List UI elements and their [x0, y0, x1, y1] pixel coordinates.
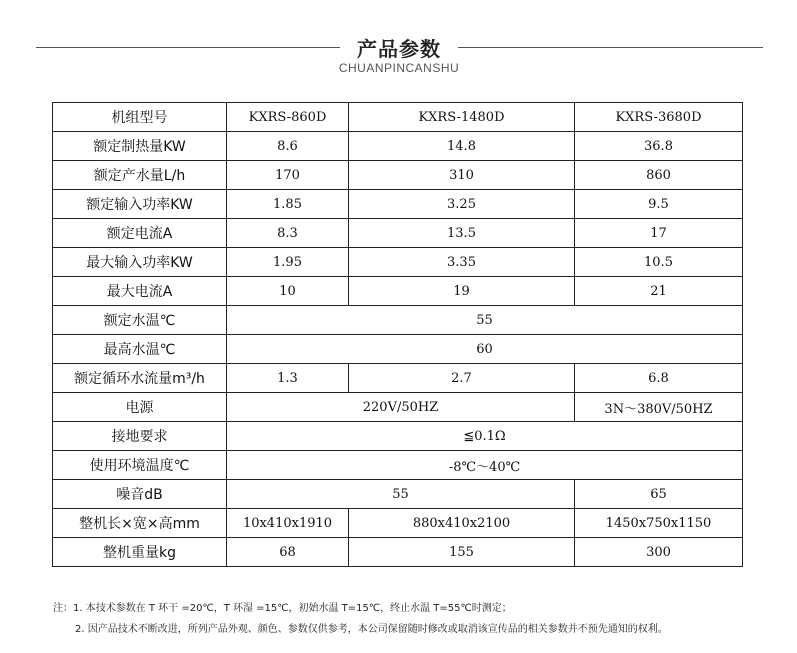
header-rule-left: [36, 47, 340, 48]
table-cell: 68: [227, 538, 349, 567]
row-label: 使用环境温度℃: [53, 451, 227, 480]
footnote-2: 2. 因产品技术不断改进，所列产品外观、颜色、参数仅供参考，本公司保留随时修改或取消该宣传品的相关参数并不预先通知的权利。: [75, 624, 668, 635]
row-label: 最高水温℃: [53, 335, 227, 364]
table-row: [53, 335, 743, 364]
header-cell-model-2: KXRS-1480D: [349, 103, 575, 132]
table-row: [53, 306, 743, 335]
table-cell-merged: 220V/50HZ: [227, 393, 575, 422]
table-cell: 10.5: [575, 248, 743, 277]
table-cell: 170: [227, 161, 349, 190]
row-label: 额定水温℃: [53, 306, 227, 335]
table-row: [53, 538, 743, 567]
header-cell-model: 机组型号: [53, 103, 227, 132]
table-cell: 8.6: [227, 132, 349, 161]
table-cell: 10: [227, 277, 349, 306]
table-row: [53, 219, 743, 248]
row-label: 额定制热量KW: [53, 132, 227, 161]
row-label: 整机长×宽×高mm: [53, 509, 227, 538]
table-cell-merged: 60: [227, 335, 743, 364]
table-row: [53, 248, 743, 277]
table-cell-merged: 55: [227, 480, 575, 509]
row-label: 额定输入功率KW: [53, 190, 227, 219]
table-row: [53, 509, 743, 538]
table-cell: 2.7: [349, 364, 575, 393]
table-cell: 1.3: [227, 364, 349, 393]
row-label: 最大输入功率KW: [53, 248, 227, 277]
section-subtitle: CHUANPINCANSHU: [338, 61, 460, 75]
table-cell: 9.5: [575, 190, 743, 219]
table-header-row: [53, 103, 743, 132]
table-cell: 860: [575, 161, 743, 190]
table-row: [53, 277, 743, 306]
table-cell: 10x410x1910: [227, 509, 349, 538]
table-row: [53, 480, 743, 509]
table-row: [53, 132, 743, 161]
table-cell: 1.85: [227, 190, 349, 219]
header-rule-right: [458, 47, 763, 48]
table-row: [53, 190, 743, 219]
section-title: 产品参数: [357, 37, 441, 61]
footnote-1: 注：1. 本技术参数在 T 环干 =20℃，T 环湿 =15℃，初始水温 T=15℃，终止水温 T=55℃时测定；: [53, 603, 512, 614]
table-cell: 300: [575, 538, 743, 567]
table-cell-merged: -8℃～40℃: [227, 451, 743, 480]
table-cell: 3.35: [349, 248, 575, 277]
table-cell-merged: ≦0.1Ω: [227, 422, 743, 451]
table-row: [53, 393, 743, 422]
table-cell: 310: [349, 161, 575, 190]
table-row: [53, 364, 743, 393]
table-cell: 14.8: [349, 132, 575, 161]
table-cell: 21: [575, 277, 743, 306]
table-cell-merged: 55: [227, 306, 743, 335]
row-label: 噪音dB: [53, 480, 227, 509]
section-header: [0, 0, 797, 90]
row-label: 额定循环水流量m³/h: [53, 364, 227, 393]
row-label: 电源: [53, 393, 227, 422]
table-cell: 1.95: [227, 248, 349, 277]
table-cell: 3.25: [349, 190, 575, 219]
table-row: [53, 451, 743, 480]
row-label: 最大电流A: [53, 277, 227, 306]
row-label: 整机重量kg: [53, 538, 227, 567]
table-cell: 8.3: [227, 219, 349, 248]
row-label: 接地要求: [53, 422, 227, 451]
table-cell: 155: [349, 538, 575, 567]
table-row: [53, 161, 743, 190]
table-row: [53, 422, 743, 451]
header-cell-model-1: KXRS-860D: [227, 103, 349, 132]
table-cell: 36.8: [575, 132, 743, 161]
table-cell: 6.8: [575, 364, 743, 393]
table-cell: 880x410x2100: [349, 509, 575, 538]
table-cell: 3N～380V/50HZ: [575, 393, 743, 422]
table-cell: 19: [349, 277, 575, 306]
table-cell: 17: [575, 219, 743, 248]
table-cell: 13.5: [349, 219, 575, 248]
row-label: 额定产水量L/h: [53, 161, 227, 190]
table-cell: 1450x750x1150: [575, 509, 743, 538]
header-cell-model-3: KXRS-3680D: [575, 103, 743, 132]
table-cell: 65: [575, 480, 743, 509]
product-spec-table: [52, 102, 743, 567]
footnotes: [53, 598, 783, 640]
row-label: 额定电流A: [53, 219, 227, 248]
